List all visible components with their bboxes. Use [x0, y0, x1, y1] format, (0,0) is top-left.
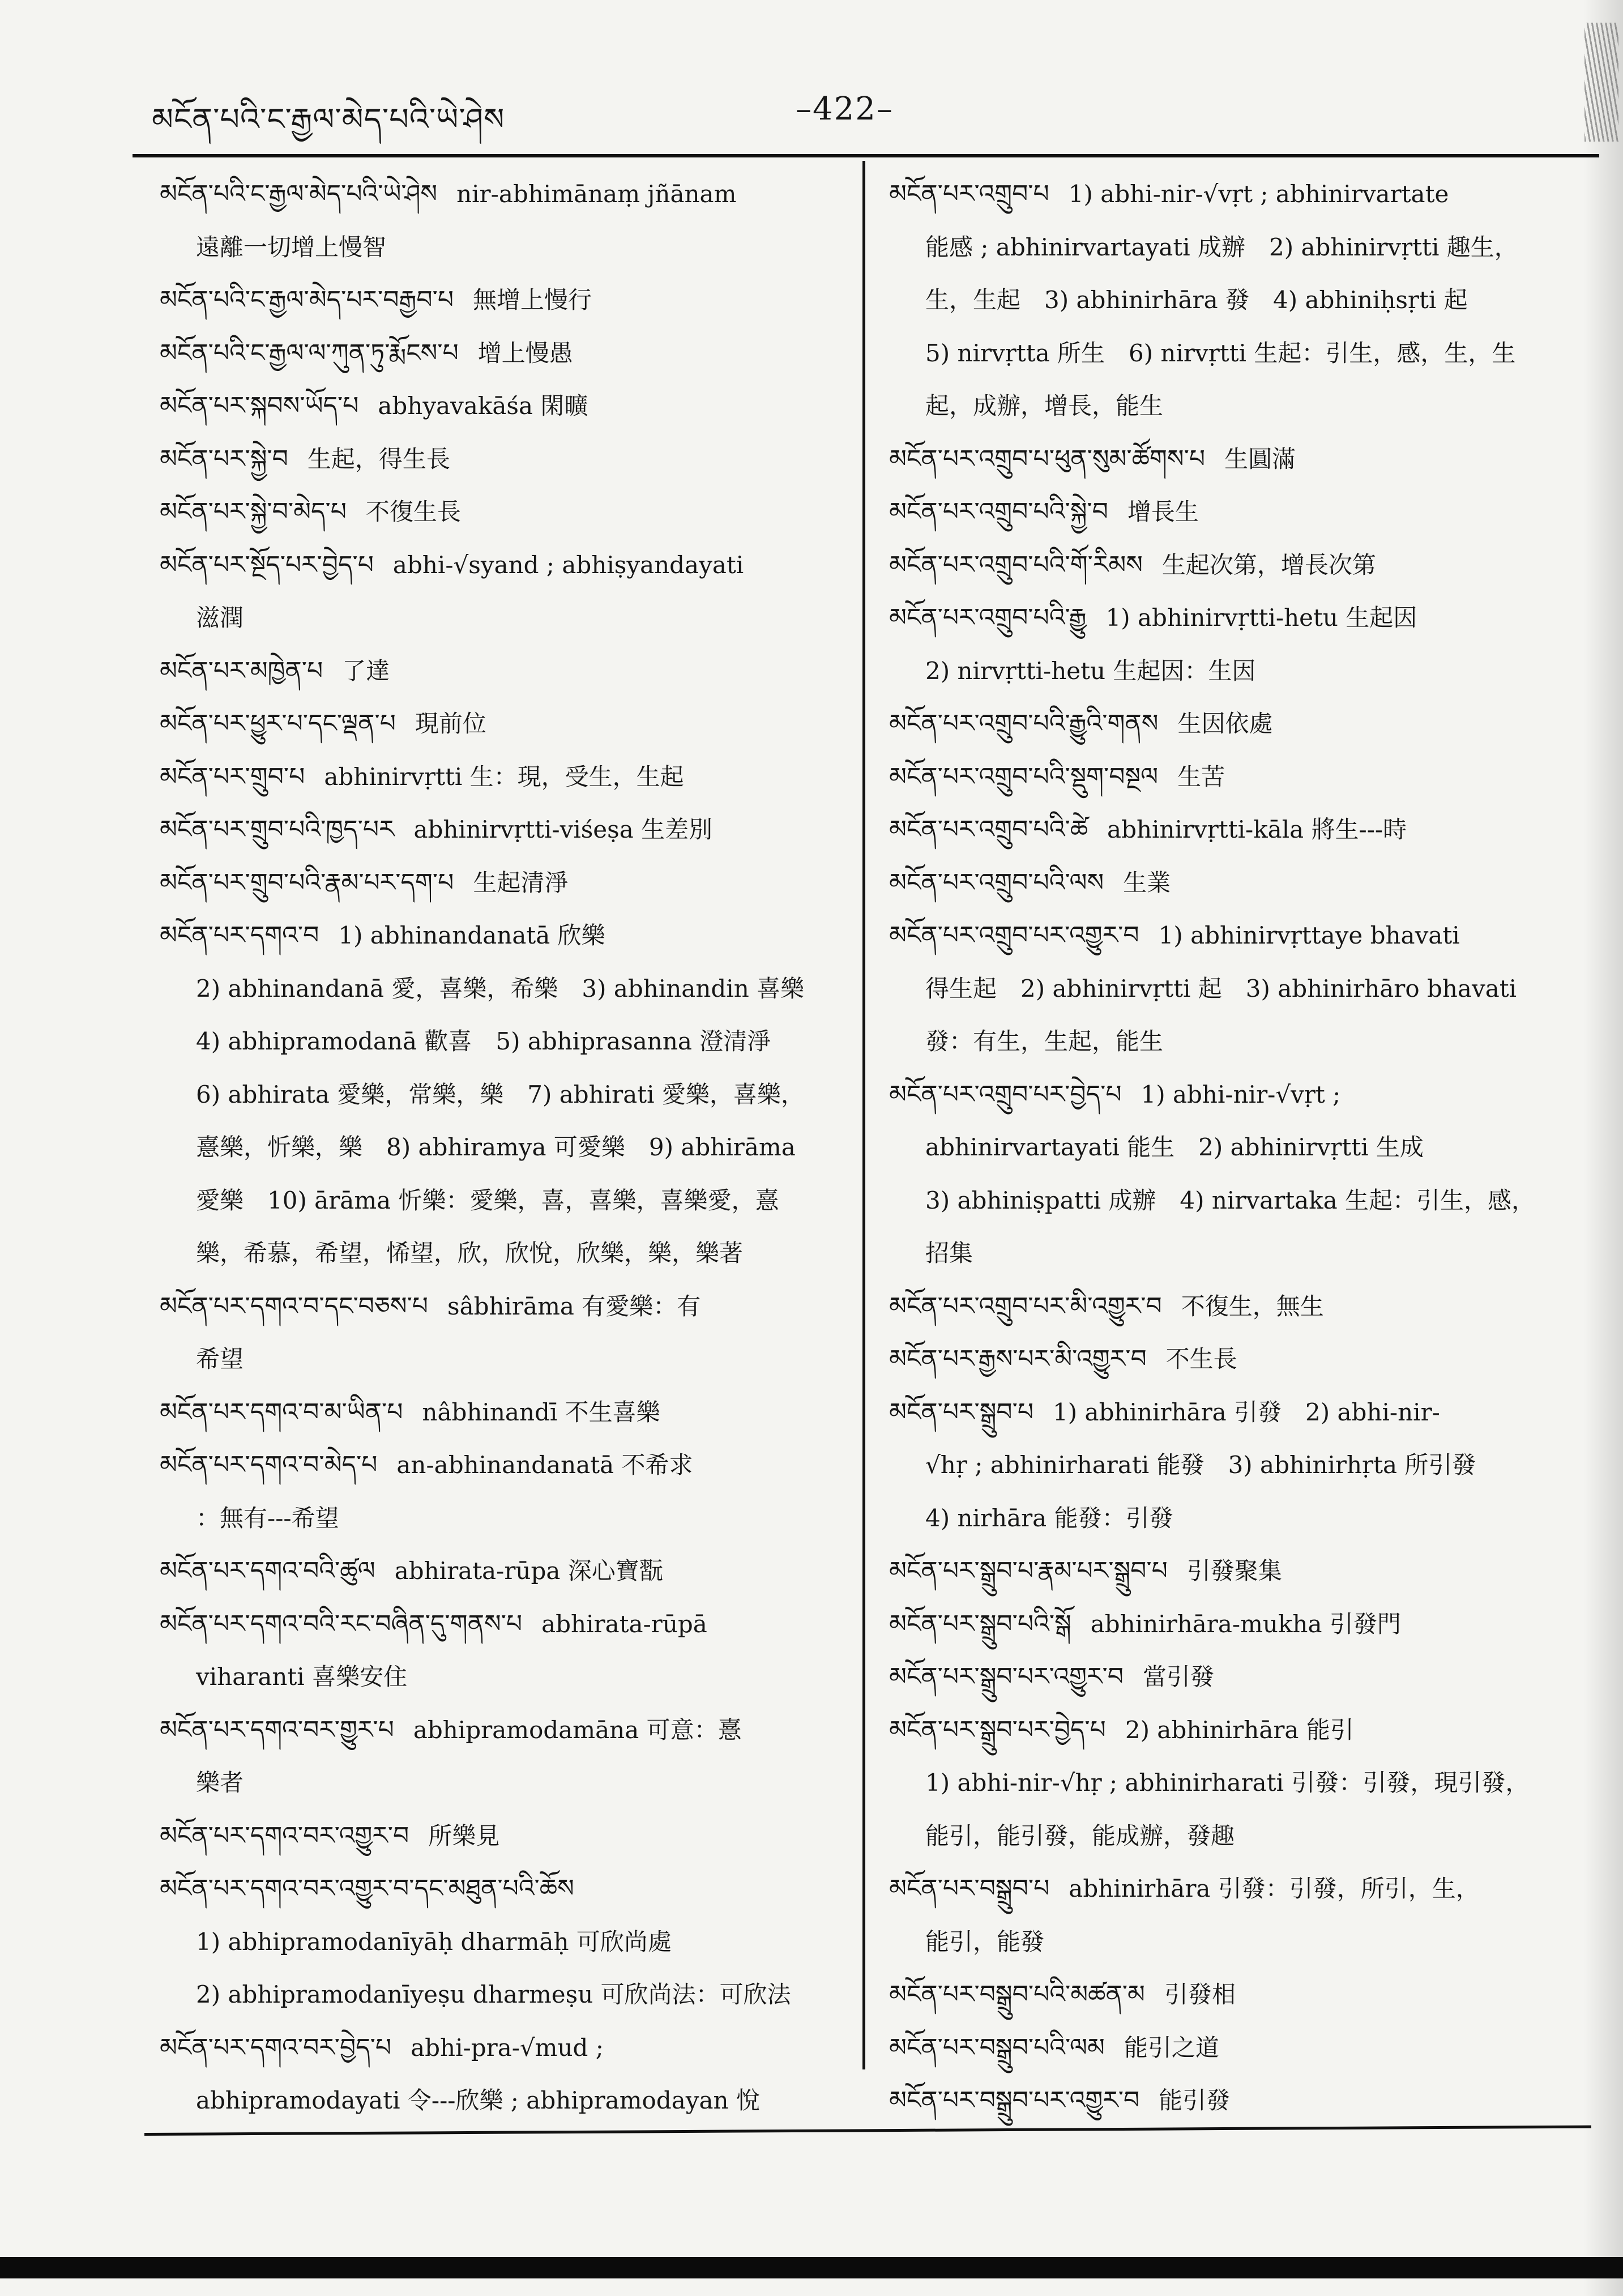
- entry-definition: 生因依處: [1177, 710, 1273, 737]
- dictionary-entry: [160, 485, 848, 539]
- entry-continuation: [160, 1015, 848, 1068]
- entry-definition: 能引之道: [1124, 2033, 1219, 2062]
- dictionary-entry: [160, 2021, 848, 2075]
- entry-definition: 能引，能發: [925, 1927, 1045, 1956]
- entry-definition: 能感 ; abhinirvartayati 成辦 2) abhinirvṛtti 趣生，: [925, 233, 1518, 261]
- dictionary-entry: [889, 1862, 1583, 1915]
- entry-continuation: [889, 645, 1583, 698]
- entry-definition: viharanti 喜樂安住: [196, 1663, 408, 1691]
- entry-definition: abhipramodayati 令---欣樂 ; abhipramodayan 悅: [196, 2086, 760, 2114]
- tibetan-headword: མངོན་པར་འགྲུབ་པའི་རྒྱུ: [889, 603, 1087, 632]
- entry-definition: 起，成辦，增長，能生: [925, 392, 1164, 420]
- dictionary-entry: [160, 1386, 848, 1439]
- entry-definition: √hṛ ; abhinirharati 能發 3) abhinirhṛta 所引發: [925, 1451, 1476, 1479]
- tibetan-headword: མངོན་པར་འགྲུབ་པར་འགྱུར་བ: [889, 921, 1139, 950]
- entry-definition: abhi-pra-√mud ;: [411, 2033, 604, 2062]
- entry-continuation: [160, 2074, 848, 2127]
- entry-continuation: [889, 1810, 1583, 1863]
- dictionary-entry: [889, 1068, 1583, 1121]
- running-title: མངོན་པའི་ང་རྒྱལ་མེད་པའི་ཡེ་ཤེས: [152, 101, 505, 137]
- entry-definition: 得生起 2) abhinirvṛtti 起 3) abhinirhāro bhavati: [925, 974, 1517, 1002]
- tibetan-headword: མངོན་པར་སྒྲུབ་པ: [889, 1397, 1034, 1427]
- entry-continuation: [160, 1492, 848, 1545]
- entry-definition: 不生長: [1165, 1345, 1237, 1373]
- entry-continuation: [889, 274, 1583, 327]
- dictionary-entry: [889, 1598, 1583, 1651]
- dictionary-entry: [889, 1280, 1583, 1333]
- tibetan-headword: མངོན་པར་སྒྲུབ་པར་བྱེད་པ: [889, 1715, 1106, 1744]
- entry-definition: abhinirvṛtti-viśeṣa 生差別: [413, 816, 713, 843]
- entry-definition: 1) abhi-nir-√vṛt ;: [1141, 1080, 1341, 1108]
- entry-definition: abhirata-rūpā: [541, 1610, 707, 1638]
- entry-definition: 愛樂 10) ārāma 忻樂：愛樂，喜，喜樂，喜樂愛，憙: [196, 1186, 779, 1214]
- tibetan-headword: མངོན་པར་སྐྱེ་བ: [160, 444, 288, 473]
- dictionary-entry: [160, 803, 848, 856]
- entry-continuation: [160, 1968, 848, 2021]
- dictionary-entry: [160, 856, 848, 910]
- dictionary-entry: [160, 1280, 848, 1333]
- entry-definition: 4) nirhāra 能發：引發: [925, 1504, 1173, 1532]
- dictionary-entry: [160, 909, 848, 962]
- entry-definition: 憙樂，忻樂，樂 8) abhiramya 可愛樂 9) abhirāma: [196, 1133, 796, 1161]
- scan-bottom-band: [0, 2257, 1623, 2278]
- entry-definition: 不復生，無生: [1181, 1292, 1324, 1320]
- dictionary-entry: [889, 750, 1583, 804]
- entry-definition: 生，生起 3) abhinirhāra 發 4) abhiniḥsṛti 起: [925, 286, 1468, 314]
- dictionary-entry: [160, 1544, 848, 1598]
- entry-definition: 生起清淨: [473, 868, 569, 897]
- tibetan-headword: མངོན་པར་སྒྲུབ་པར་འགྱུར་བ: [889, 1662, 1124, 1691]
- entry-definition: 1) abhinandanatā 欣樂: [338, 921, 605, 949]
- dictionary-entry: [889, 485, 1583, 539]
- entry-definition: 1) abhi-nir-√vṛt ; abhinirvartate: [1068, 180, 1449, 208]
- entry-definition: an-abhinandanatā 不希求: [396, 1451, 693, 1479]
- tibetan-headword: མངོན་པར་དགའ་བ་མེད་པ: [160, 1450, 378, 1479]
- entry-continuation: [160, 1121, 848, 1174]
- dictionary-entry: [889, 1333, 1583, 1386]
- entry-definition: 引發聚集: [1186, 1557, 1282, 1585]
- dictionary-entry: [889, 168, 1583, 221]
- entry-definition: 不復生長: [365, 498, 461, 526]
- dictionary-entry: [889, 856, 1583, 910]
- dictionary-entry: [160, 1598, 848, 1651]
- entry-definition: 生業: [1123, 868, 1171, 897]
- entry-definition: 滋潤: [196, 604, 244, 631]
- dictionary-entry: [889, 2074, 1583, 2127]
- tibetan-headword: མངོན་པར་བསྒྲུབ་པར་འགྱུར་བ: [889, 2086, 1140, 2115]
- tibetan-headword: མངོན་པར་དགའ་བར་འགྱུར་བ་དང་མཐུན་པའི་ཆོས: [160, 1874, 574, 1903]
- entry-continuation: [160, 1915, 848, 1969]
- entry-continuation: [160, 1068, 848, 1121]
- tibetan-headword: མངོན་པར་འགྲུབ་པ་ཕུན་སུམ་ཚོགས་པ: [889, 444, 1206, 473]
- tibetan-headword: མངོན་པར་དགའ་བ་མ་ཡིན་པ: [160, 1397, 403, 1427]
- entry-definition: abhinirvṛtti-kāla 將生---時: [1107, 816, 1407, 843]
- dictionary-entry: [889, 1968, 1583, 2021]
- dictionary-entry: [160, 1862, 848, 1915]
- entry-definition: abhinirhāra-mukha 引發門: [1090, 1610, 1401, 1638]
- tibetan-headword: མངོན་པར་དགའ་བ: [160, 921, 319, 950]
- tibetan-headword: མངོན་པར་འགྲུབ་པར་མི་འགྱུར་བ: [889, 1291, 1162, 1321]
- entry-definition: 發：有生，生起，能生: [925, 1027, 1164, 1055]
- entry-definition: 4) abhipramodanā 歡喜 5) abhiprasanna 澄清淨: [196, 1027, 771, 1055]
- entry-definition: 2) abhinirhāra 能引: [1125, 1715, 1354, 1744]
- entry-definition: 2) abhipramodanīyeṣu dharmeṣu 可欣尚法：可欣法: [196, 1981, 791, 2008]
- tibetan-headword: མངོན་པར་གྲུབ་པའི་ཁྱད་པར: [160, 815, 395, 844]
- entry-definition: 1) abhinirvṛttaye bhavati: [1158, 921, 1460, 949]
- entry-definition: abhipramodamāna 可意：憙: [413, 1715, 742, 1744]
- tibetan-headword: མངོན་པར་ཕྱུར་པ་དང་ལྡན་པ: [160, 709, 396, 738]
- tibetan-headword: མངོན་པར་བསྒྲུབ་པའི་མཚན་མ: [889, 1980, 1145, 2009]
- page-edge-shadow: [1583, 0, 1623, 2296]
- entry-definition: 3) abhiniṣpatti 成辦 4) nirvartaka 生起：引生，感，: [925, 1186, 1535, 1214]
- entry-definition: abhi-√syand ; abhiṣyandayati: [392, 550, 744, 579]
- entry-definition: 生圓滿: [1224, 445, 1296, 473]
- entry-definition: 2) nirvṛtti-hetu 生起因：生因: [925, 656, 1256, 685]
- entry-definition: sâbhirāma 有愛樂：有: [447, 1292, 701, 1320]
- dictionary-entry: [889, 909, 1583, 962]
- dictionary-entry: [889, 591, 1583, 645]
- entry-continuation: [160, 1227, 848, 1280]
- tibetan-headword: མངོན་པར་མཁྱེན་པ: [160, 656, 323, 685]
- entry-definition: 生苦: [1177, 762, 1225, 791]
- entry-definition: 現前位: [415, 710, 486, 737]
- entry-definition: nâbhinandī 不生喜樂: [422, 1398, 660, 1426]
- entry-definition: 5) nirvṛtta 所生 6) nirvṛtti 生起：引生，感，生，生: [925, 339, 1516, 367]
- dictionary-entry: [160, 539, 848, 592]
- entry-definition: 1) abhi-nir-√hṛ ; abhinirharati 引發：引發，現引發，: [925, 1769, 1530, 1796]
- tibetan-headword: མངོན་པར་བསྒྲུབ་པའི་ལམ: [889, 2033, 1105, 2062]
- tibetan-headword: མངོན་པར་དགའ་བའི་ཚུལ: [160, 1556, 375, 1585]
- page-number: –422–: [796, 91, 894, 127]
- entry-continuation: [160, 962, 848, 1015]
- tibetan-headword: མངོན་པར་དགའ་བར་གྱུར་པ: [160, 1715, 394, 1744]
- entry-definition: 樂，希慕，希望，悕望，欣，欣悅，欣樂，樂，樂著: [196, 1239, 744, 1267]
- tibetan-headword: མངོན་པའི་ང་རྒྱལ་ལ་ཀུན་ཏུ་རྨོངས་པ: [160, 338, 459, 368]
- tibetan-headword: མངོན་པར་དགའ་བའི་རང་བཞིན་དུ་གནས་པ: [160, 1609, 523, 1638]
- dictionary-entry: [889, 697, 1583, 750]
- entry-continuation: [160, 591, 848, 645]
- tibetan-headword: མངོན་པར་སྒྲུབ་པ་རྣམ་པར་སྒྲུབ་པ: [889, 1556, 1168, 1585]
- tibetan-headword: མངོན་པར་འགྲུབ་པར་བྱེད་པ: [889, 1079, 1122, 1109]
- entry-definition: abhinirhāra 引發：引發，所引，生，: [1069, 1875, 1480, 1902]
- entry-definition: 當引發: [1142, 1663, 1214, 1691]
- entry-definition: 引發相: [1164, 1981, 1236, 2008]
- dictionary-entry: [160, 433, 848, 486]
- entry-definition: 招集: [925, 1239, 973, 1267]
- entry-definition: 了達: [342, 656, 390, 685]
- entry-continuation: [889, 1915, 1583, 1969]
- entry-continuation: [160, 1650, 848, 1704]
- tibetan-headword: མངོན་པར་འགྲུབ་པའི་གོ་རིམས: [889, 550, 1143, 579]
- entry-definition: 2) abhinandanā 愛，喜樂，希樂 3) abhinandin 喜樂: [196, 974, 805, 1002]
- scan-corner-mark: [1584, 23, 1618, 142]
- dictionary-entry: [889, 803, 1583, 856]
- entry-definition: abhinirvartayati 能生 2) abhinirvṛtti 生成: [925, 1133, 1424, 1161]
- tibetan-headword: མངོན་པའི་ང་རྒྱལ་མེད་པའི་ཡེ་ཤེས: [160, 180, 438, 208]
- left-column: [160, 168, 848, 2127]
- entry-definition: 1) abhinirhāra 引發 2) abhi-nir-: [1053, 1398, 1440, 1426]
- entry-continuation: [889, 1121, 1583, 1174]
- entry-continuation: [160, 1756, 848, 1810]
- dictionary-entry: [160, 750, 848, 804]
- tibetan-headword: མངོན་པར་སྔོད་པར་བྱེད་པ: [160, 550, 374, 579]
- entry-definition: 所樂見: [428, 1821, 500, 1850]
- tibetan-headword: མངོན་པར་འགྲུབ་པའི་སྡུག་བསྔལ: [889, 762, 1159, 791]
- dictionary-entry: [160, 168, 848, 221]
- entry-definition: 能引，能引發，能成辦，發趣: [925, 1821, 1235, 1850]
- entry-definition: 希望: [196, 1345, 244, 1373]
- tibetan-headword: མངོན་པར་སྒྲུབ་པའི་སྒོ: [889, 1609, 1071, 1638]
- tibetan-headword: མངོན་པར་སྐྱེ་བ་མེད་པ: [160, 497, 347, 526]
- entry-continuation: [889, 1439, 1583, 1492]
- entry-continuation: [889, 1756, 1583, 1810]
- tibetan-headword: མངོན་པར་འགྲུབ་པའི་རྒྱུའི་གནས: [889, 709, 1159, 738]
- entry-definition: abhirata-rūpa 深心寶翫: [394, 1557, 663, 1585]
- dictionary-entry: [160, 1810, 848, 1863]
- dictionary-entry: [160, 1704, 848, 1757]
- dictionary-entry: [160, 1439, 848, 1492]
- dictionary-entry: [889, 2021, 1583, 2075]
- column-divider: [862, 161, 865, 2069]
- dictionary-entry: [160, 697, 848, 750]
- entry-definition: abhinirvṛtti 生：現，受生，生起: [324, 762, 684, 791]
- entry-continuation: [889, 221, 1583, 274]
- tibetan-headword: མངོན་པར་དགའ་བར་འགྱུར་བ: [160, 1821, 409, 1850]
- entry-definition: 生起次第，增長次第: [1161, 550, 1376, 579]
- dictionary-entry: [889, 1544, 1583, 1598]
- tibetan-headword: མངོན་པར་གྲུབ་པ: [160, 762, 305, 791]
- entry-definition: 無增上慢行: [473, 286, 592, 314]
- entry-definition: 1) abhinirvṛtti-hetu 生起因: [1105, 604, 1417, 631]
- tibetan-headword: མངོན་པར་རྒྱས་པར་མི་འགྱུར་བ: [889, 1345, 1147, 1373]
- entry-continuation: [889, 1227, 1583, 1280]
- tibetan-headword: མངོན་པར་འགྲུབ་པའི་སྐྱེ་བ: [889, 497, 1108, 526]
- entry-continuation: [889, 1015, 1583, 1068]
- dictionary-entry: [160, 274, 848, 327]
- entry-continuation: [889, 962, 1583, 1015]
- tibetan-headword: མངོན་པའི་ང་རྒྱལ་མེད་པར་བརྒྱབ་པ: [160, 285, 454, 314]
- tibetan-headword: མངོན་པར་འགྲུབ་པ: [889, 180, 1049, 208]
- entry-definition: 增上慢愚: [477, 339, 573, 367]
- tibetan-headword: མངོན་པར་དགའ་བར་བྱེད་པ: [160, 2033, 392, 2062]
- entry-definition: ：無有---希望: [196, 1504, 339, 1532]
- entry-continuation: [889, 379, 1583, 433]
- dictionary-entry: [160, 327, 848, 380]
- entry-continuation: [160, 1333, 848, 1386]
- entry-definition: 1) abhipramodanīyāḥ dharmāḥ 可欣尚處: [196, 1927, 672, 1956]
- entry-continuation: [160, 1174, 848, 1227]
- dictionary-entry: [160, 645, 848, 698]
- entry-definition: 樂者: [196, 1769, 244, 1796]
- entry-continuation: [889, 1492, 1583, 1545]
- right-column: [889, 168, 1583, 2127]
- tibetan-headword: མངོན་པར་དགའ་བ་དང་བཅས་པ: [160, 1291, 429, 1321]
- entry-definition: 生起，得生長: [307, 445, 450, 473]
- dictionary-entry: [889, 433, 1583, 486]
- tibetan-headword: མངོན་པར་སྐབས་ཡོད་པ: [160, 391, 359, 420]
- entry-definition: 遠離一切增上慢智: [196, 233, 387, 261]
- header-rule: [133, 154, 1599, 157]
- tibetan-headword: མངོན་པར་འགྲུབ་པའི་ཚེ: [889, 815, 1088, 844]
- entry-definition: 增長生: [1127, 498, 1199, 526]
- entry-continuation: [889, 1174, 1583, 1227]
- entry-definition: 能引發: [1159, 2086, 1231, 2114]
- entry-definition: abhyavakāśa 閑曠: [378, 392, 588, 420]
- entry-continuation: [160, 221, 848, 274]
- tibetan-headword: མངོན་པར་འགྲུབ་པའི་ལས: [889, 868, 1104, 897]
- dictionary-entry: [889, 539, 1583, 592]
- dictionary-entry: [160, 379, 848, 433]
- dictionary-entry: [889, 1650, 1583, 1704]
- dictionary-entry: [889, 1704, 1583, 1757]
- tibetan-headword: མངོན་པར་གྲུབ་པའི་རྣམ་པར་དག་པ: [160, 868, 454, 897]
- entry-continuation: [889, 327, 1583, 380]
- entry-definition: 6) abhirata 愛樂，常樂，樂 7) abhirati 愛樂，喜樂，: [196, 1080, 805, 1108]
- entry-definition: nir-abhimānaṃ jñānam: [456, 180, 737, 208]
- tibetan-headword: མངོན་པར་བསྒྲུབ་པ: [889, 1874, 1050, 1903]
- dictionary-entry: [889, 1386, 1583, 1439]
